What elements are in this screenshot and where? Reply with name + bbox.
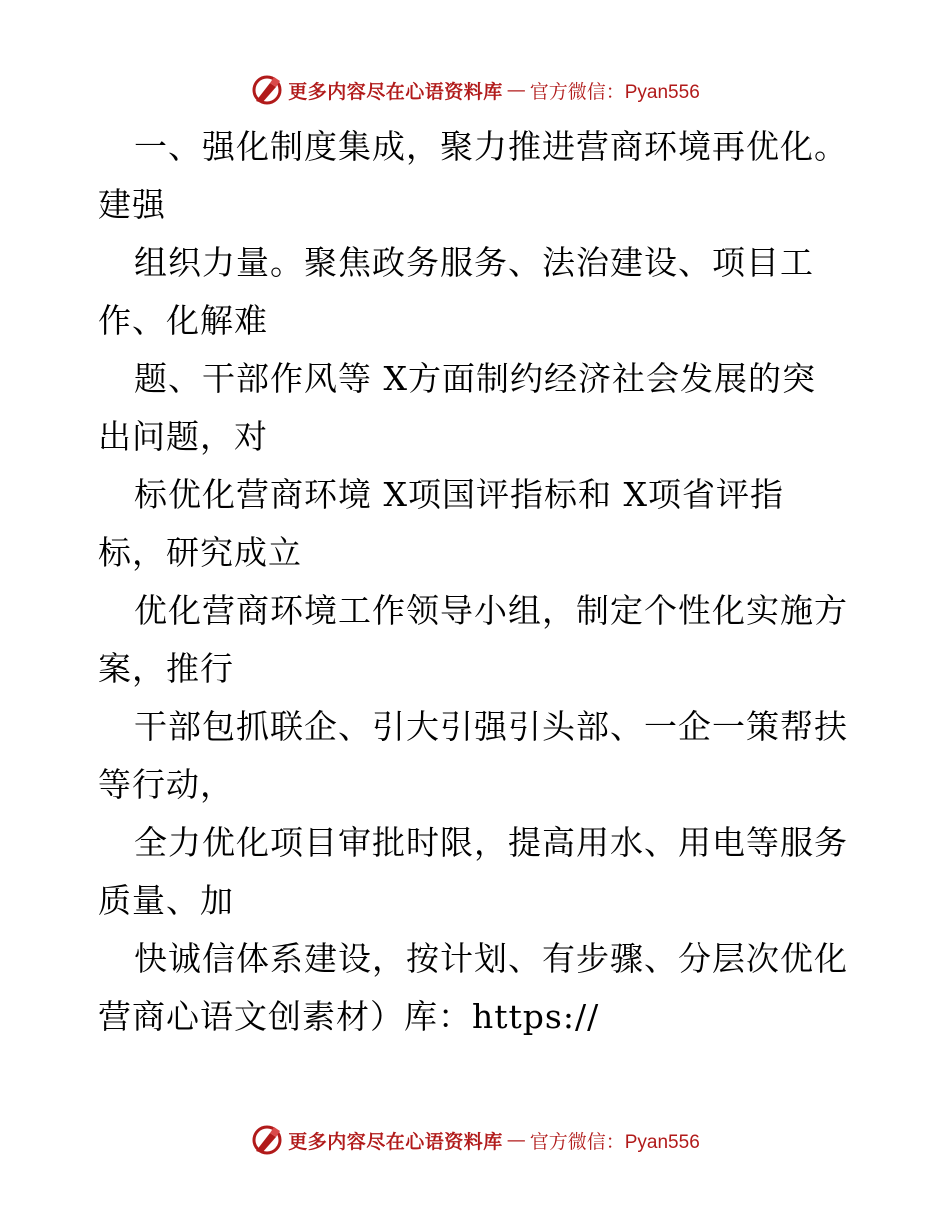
banner-wechat: 官方微信：Pyan556 <box>529 81 700 103</box>
body-line: 标，研究成立 <box>98 533 302 572</box>
body-line: 一、强化制度集成，聚力推进营商环境再优化。 <box>134 127 848 166</box>
body-line: 组织力量。聚焦政务服务、法治建设、项目工 <box>134 243 814 282</box>
body-line: 等行动， <box>98 765 234 804</box>
body-line: 出问题，对 <box>98 417 268 456</box>
document-body <box>98 118 858 1046</box>
body-line: 建强 <box>98 185 166 224</box>
header-banner <box>0 70 950 110</box>
footer-banner <box>0 1120 950 1160</box>
banner-title: 更多内容尽在心语资料库 <box>288 1130 503 1153</box>
body-line: 优化营商环境工作领导小组，制定个性化实施方 <box>134 591 848 630</box>
banner-wechat: 官方微信：Pyan556 <box>529 1131 700 1153</box>
body-line: 营商心语文创素材）库：https:// <box>98 997 600 1036</box>
body-line: 全力优化项目审批时限，提高用水、用电等服务 <box>134 823 848 862</box>
body-line: 干部包抓联企、引大引强引头部、一企一策帮扶 <box>134 707 848 746</box>
body-line: 标优化营商环境 X项国评指标和 X项省评指 <box>134 475 784 514</box>
banner-title: 更多内容尽在心语资料库 <box>288 80 503 103</box>
banner-separator: — <box>506 79 526 101</box>
body-line: 快诚信体系建设，按计划、有步骤、分层次优化 <box>134 939 848 978</box>
body-line: 题、干部作风等 X方面制约经济社会发展的突 <box>134 359 816 398</box>
body-line: 案，推行 <box>98 649 234 688</box>
banner-separator: — <box>506 1129 526 1151</box>
pen-nib-seal-icon <box>250 1123 284 1157</box>
pen-nib-seal-icon <box>250 73 284 107</box>
body-line: 作、化解难 <box>98 301 268 340</box>
body-line: 质量、加 <box>98 881 234 920</box>
